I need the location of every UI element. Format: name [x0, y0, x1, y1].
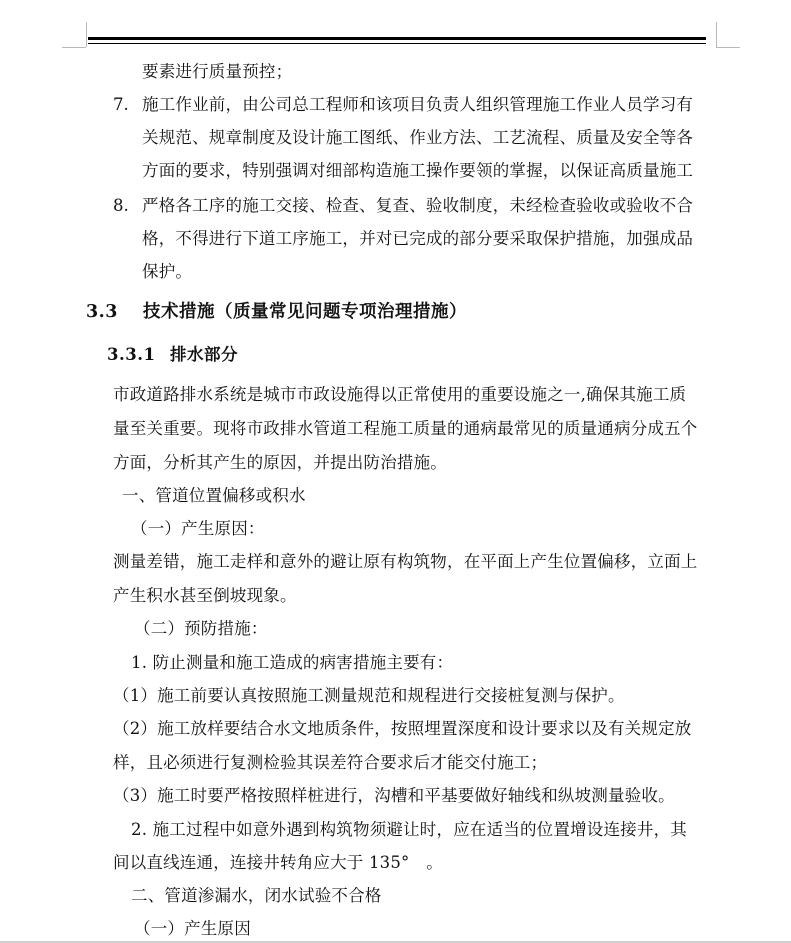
text-line: 施工作业前，由公司总工程师和该项目负责人组织管理施工作业人员学习有: [142, 95, 694, 114]
text-line: 格，不得进行下道工序施工，并对已完成的部分要采取保护措施，加强成品: [142, 229, 694, 248]
text-line: 关规范、规章制度及设计施工图纸、作业方法、工艺流程、质量及安全等各: [142, 128, 694, 147]
header-rule-thin: [88, 43, 706, 44]
body-line: 1. 防止测量和施工造成的病害措施主要有：: [131, 653, 454, 672]
body-line: 量至关重要。现将市政排水管道工程施工质量的通病最常见的质量通病分成五个: [113, 419, 698, 438]
body-line: （3）施工时要严格按照样桩进行，沟槽和平基要做好轴线和纵坡测量验收。: [113, 786, 675, 805]
body-line: 样，且必须进行复测检验其误差符合要求后才能交付施工；: [113, 753, 548, 772]
text-line: 方面的要求，特别强调对细部构造施工操作要领的掌握，以保证高质量施工: [142, 161, 694, 180]
crop-mark-top-right-vertical: [716, 22, 717, 47]
crop-mark-top-right: [716, 47, 740, 48]
header-rule-thick: [88, 37, 706, 40]
list-number: 7.: [113, 95, 129, 114]
body-line: 间以直线连通，连接井转角应大于 135° 。: [113, 853, 443, 872]
crop-mark-top-left: [62, 47, 86, 48]
body-line: 产生积水甚至倒坡现象。: [113, 586, 297, 605]
body-line: （一）产生原因：: [131, 519, 265, 538]
body-line: 二、管道渗漏水，闭水试验不合格: [131, 886, 382, 905]
body-line: （二）预防措施：: [134, 619, 268, 638]
subsection-title: 排水部分: [170, 345, 238, 364]
body-line: （1）施工前要认真按照施工测量规范和规程进行交接桩复测与保护。: [113, 686, 625, 705]
body-line: 测量差错，施工走样和意外的避让原有构筑物，在平面上产生位置偏移，立面上: [113, 552, 698, 571]
body-line: 方面，分析其产生的原因，并提出防治措施。: [113, 453, 447, 472]
text-line: 严格各工序的施工交接、检查、复查、验收制度，未经检查验收或验收不合: [142, 196, 694, 215]
body-line: 2. 施工过程中如意外遇到构筑物须避让时，应在适当的位置增设连接井，其: [131, 820, 687, 839]
body-line: 市政道路排水系统是城市市政设施得以正常使用的重要设施之一,确保其施工质: [113, 385, 687, 404]
body-line: （2）施工放样要结合水文地质条件，按照埋置深度和设计要求以及有关规定放: [113, 719, 692, 738]
section-number: 3.3: [86, 302, 118, 322]
crop-mark-top-left-vertical: [86, 22, 87, 47]
list-number: 8.: [113, 196, 129, 215]
subsection-number: 3.3.1: [107, 345, 156, 364]
body-line: （一）产生原因: [134, 919, 251, 938]
text-line: 保护。: [142, 262, 193, 281]
section-title: 技术措施（质量常见问题专项治理措施）: [143, 302, 467, 322]
body-line: 一、管道位置偏移或积水: [122, 486, 306, 505]
text-line: 要素进行质量预控；: [142, 62, 293, 81]
